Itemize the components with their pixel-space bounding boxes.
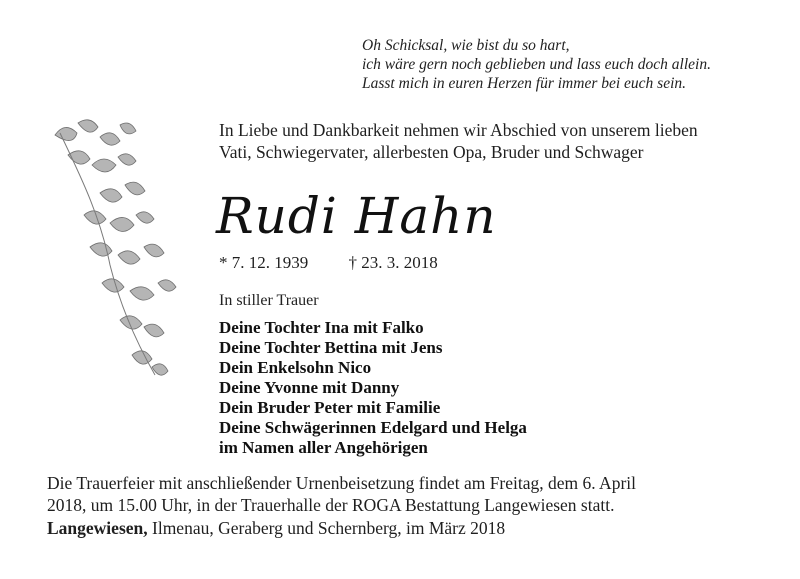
intro-line: Vati, Schwiegervater, allerbesten Opa, Bruder und Schwager [219,142,644,162]
poem-line: Lasst mich in euren Herzen für immer bei euch sein. [362,75,687,92]
place-and-date [47,518,505,539]
funeral-service-text [47,472,755,516]
list-item: Dein Bruder Peter mit Familie [219,398,441,417]
list-item: im Namen aller Angehörigen [219,438,428,457]
service-line: 2018, um 15.00 Uhr, in der Trauerhalle der ROGA Bestattung Langewiesen statt. [47,495,615,515]
list-item: Dein Enkelsohn Nico [219,358,372,377]
place-main: Langewiesen, [47,518,148,538]
list-item: Deine Tochter Bettina mit Jens [219,338,443,357]
relatives-list [219,318,527,458]
list-item: Deine Tochter Ina mit Falko [219,318,424,337]
list-item: Deine Schwägerinnen Edelgard und Helga [219,418,527,437]
deceased-name: Rudi Hahn [216,187,497,245]
death-date: † 23. 3. 2018 [348,253,438,272]
list-item: Deine Yvonne mit Danny [219,378,400,397]
birth-date: * 7. 12. 1939 [219,253,309,272]
poem-line: Oh Schicksal, wie bist du so hart, [362,37,570,54]
life-dates [219,253,438,273]
poem-line: ich wäre gern noch geblieben und lass euch doch allein. [362,56,711,73]
place-rest: Ilmenau, Geraberg und Schernberg, im März 2018 [152,518,506,538]
intro-line: In Liebe und Dankbarkeit nehmen wir Abschied von unserem lieben [219,120,698,140]
mourning-heading: In stiller Trauer [219,292,319,309]
intro-text [219,119,789,163]
poem [362,36,792,93]
service-line: Die Trauerfeier mit anschließender Urnenbeisetzung findet am Freitag, dem 6. April [47,473,636,493]
ivy-leaves-icon [40,115,190,385]
